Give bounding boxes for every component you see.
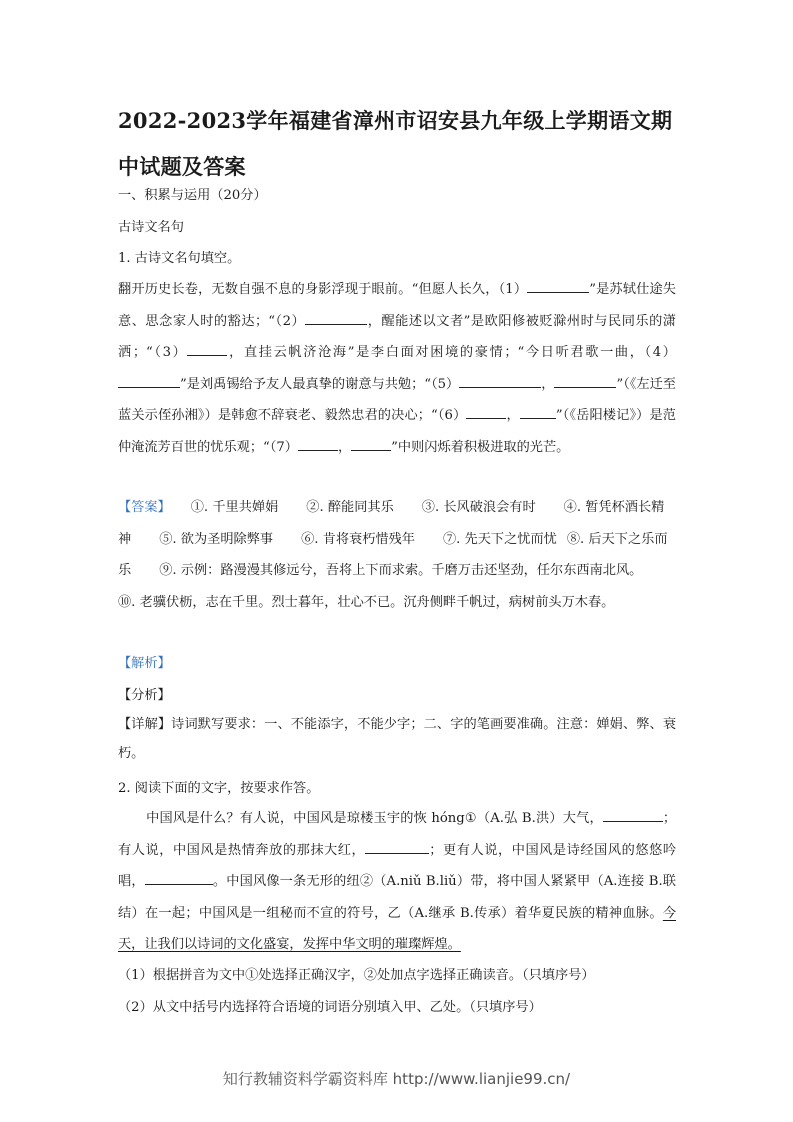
blank-1 xyxy=(527,277,589,293)
answer-item: ⑨. 示例：路漫漫其修远兮，吾将上下而求索。千磨万击还坚劲，任尔东西南北风。 xyxy=(159,563,643,579)
fenxi-tag: 【分析】 xyxy=(118,688,171,703)
q1-text-4: ，直挂云帆济沧海”是李白面对困境的豪情；“今日听君歌一曲，（4） xyxy=(227,345,676,360)
q1-text-1: 翻开历史长卷，无数自强不息的身影浮现于眼前。“但愿人长久，（1） xyxy=(118,282,528,297)
subsection-heading: 古诗文名句 xyxy=(118,220,184,235)
answer-item: ⑩. 老骥伏枥，志在千里。烈士暮年，壮心不已。沉舟侧畔千帆过，病树前头万木春。 xyxy=(118,594,615,610)
passage-blank-2 xyxy=(365,838,429,854)
blank-7b xyxy=(351,435,391,451)
answer-item: ④. 暂凭杯酒长精神 xyxy=(118,500,665,547)
blank-5b xyxy=(554,372,616,388)
blank-6a xyxy=(466,403,506,419)
answer-item: ⑧. 后天下之乐而乐 xyxy=(118,531,668,579)
blank-3 xyxy=(187,340,227,356)
question-2-passage xyxy=(118,803,676,961)
passage-part-3: ；更有人说，中国风是诗经国风的悠悠吟唱， xyxy=(118,842,677,889)
passage-part-1: 中国风是什么？有人说，中国风是琼楼玉宇的恢 hóng①（A.弘 B.洪）大气， xyxy=(146,811,603,826)
detail-text: 诗词默写要求：一、不能添字，不能少字；二、字的笔画要准确。注意：婵娟、弊、衰朽。 xyxy=(118,717,677,761)
blank-5a xyxy=(459,372,541,388)
question-2-sub-1: （1）根据拼音为文中①处选择正确汉字，②处加点字选择正确读音。（只填序号） xyxy=(118,968,595,983)
answer-item: ⑥. 肯将衰朽惜残年 xyxy=(301,531,415,547)
detail-explanation xyxy=(118,710,676,768)
passage-part-2: ；有人说，中国风是热情奔放的那抹大红， xyxy=(118,811,676,858)
section-heading: 一、积累与运用（20分） xyxy=(118,188,267,203)
q1-text-6: ， xyxy=(541,376,555,392)
question-2-sub-2: （2）从文中括号内选择符合语境的词语分别填入甲、乙处。（只填序号） xyxy=(118,1000,542,1015)
footer-watermark: 知行教辅资料学霸资料库 http://www.lianjie99.cn/ xyxy=(222,1070,571,1088)
answer-item: ③. 长风破浪会有时 xyxy=(421,500,536,515)
q1-text-10: ， xyxy=(337,439,352,455)
detail-tag: 【详解】 xyxy=(118,717,172,732)
q1-text-11: ”中则闪烁着积极进取的光芒。 xyxy=(391,439,570,455)
q1-text-8: ， xyxy=(506,408,520,423)
question-2-label: 2. 阅读下面的文字，按要求作答。 xyxy=(118,781,320,796)
answer-block xyxy=(118,492,676,618)
q1-text-2: ”是苏轼仕途失意、思念家人时的豁达；“（2） xyxy=(118,282,676,329)
passage-part-4: 。中国风像一条无形的纽②（A.niǔ B.liǔ）带，将中国人紧紧甲（A.连接 B.联结）在一起；中国风是一组秘而不宣的符号，乙（A.继承 B.传承）着华夏民族的精神血脉。 xyxy=(118,874,676,921)
question-1-body xyxy=(118,274,676,463)
passage-blank-3 xyxy=(145,869,213,885)
q1-text-3: ，醒能述以文者”是欧阳修被贬滁州时与民同乐的潇洒；“（3） xyxy=(118,313,676,360)
answer-tag: 【答案】 xyxy=(118,500,171,515)
page-title: 2022-2023学年福建省漳州市诏安县九年级上学期语文期中试题及答案 xyxy=(118,108,673,179)
underlined-sentence: 今天，让我们以诗词的文化盛宴，发挥中华文明的璀璨辉煌。 xyxy=(118,905,676,952)
answer-item: ⑤. 欲为圣明除弊事 xyxy=(159,531,274,547)
blank-2 xyxy=(305,309,367,325)
blank-4 xyxy=(118,372,180,388)
q1-text-5: ”是刘禹锡给予友人最真挚的谢意与共勉；“（5） xyxy=(180,376,460,392)
q1-text-9: ”（《岳阳楼记》）是范仲淹流芳百世的忧乐观；“（7） xyxy=(118,408,676,455)
q1-text-7: ”（《左迁至蓝关示侄孙湘》）是韩愈不辞衰老、毅然忠君的决心；“（6） xyxy=(118,376,676,423)
blank-7a xyxy=(298,435,338,451)
answer-item: ①. 千里共婵娟 xyxy=(190,500,279,515)
passage-blank-1 xyxy=(603,806,663,822)
analysis-tag: 【解析】 xyxy=(118,656,171,671)
question-1-label: 1. 古诗文名句填空。 xyxy=(118,251,241,266)
answer-item: ②. 醉能同其乐 xyxy=(306,500,394,515)
blank-6b xyxy=(520,403,556,419)
answer-item: ⑦. 先天下之忧而忧 xyxy=(442,531,557,547)
